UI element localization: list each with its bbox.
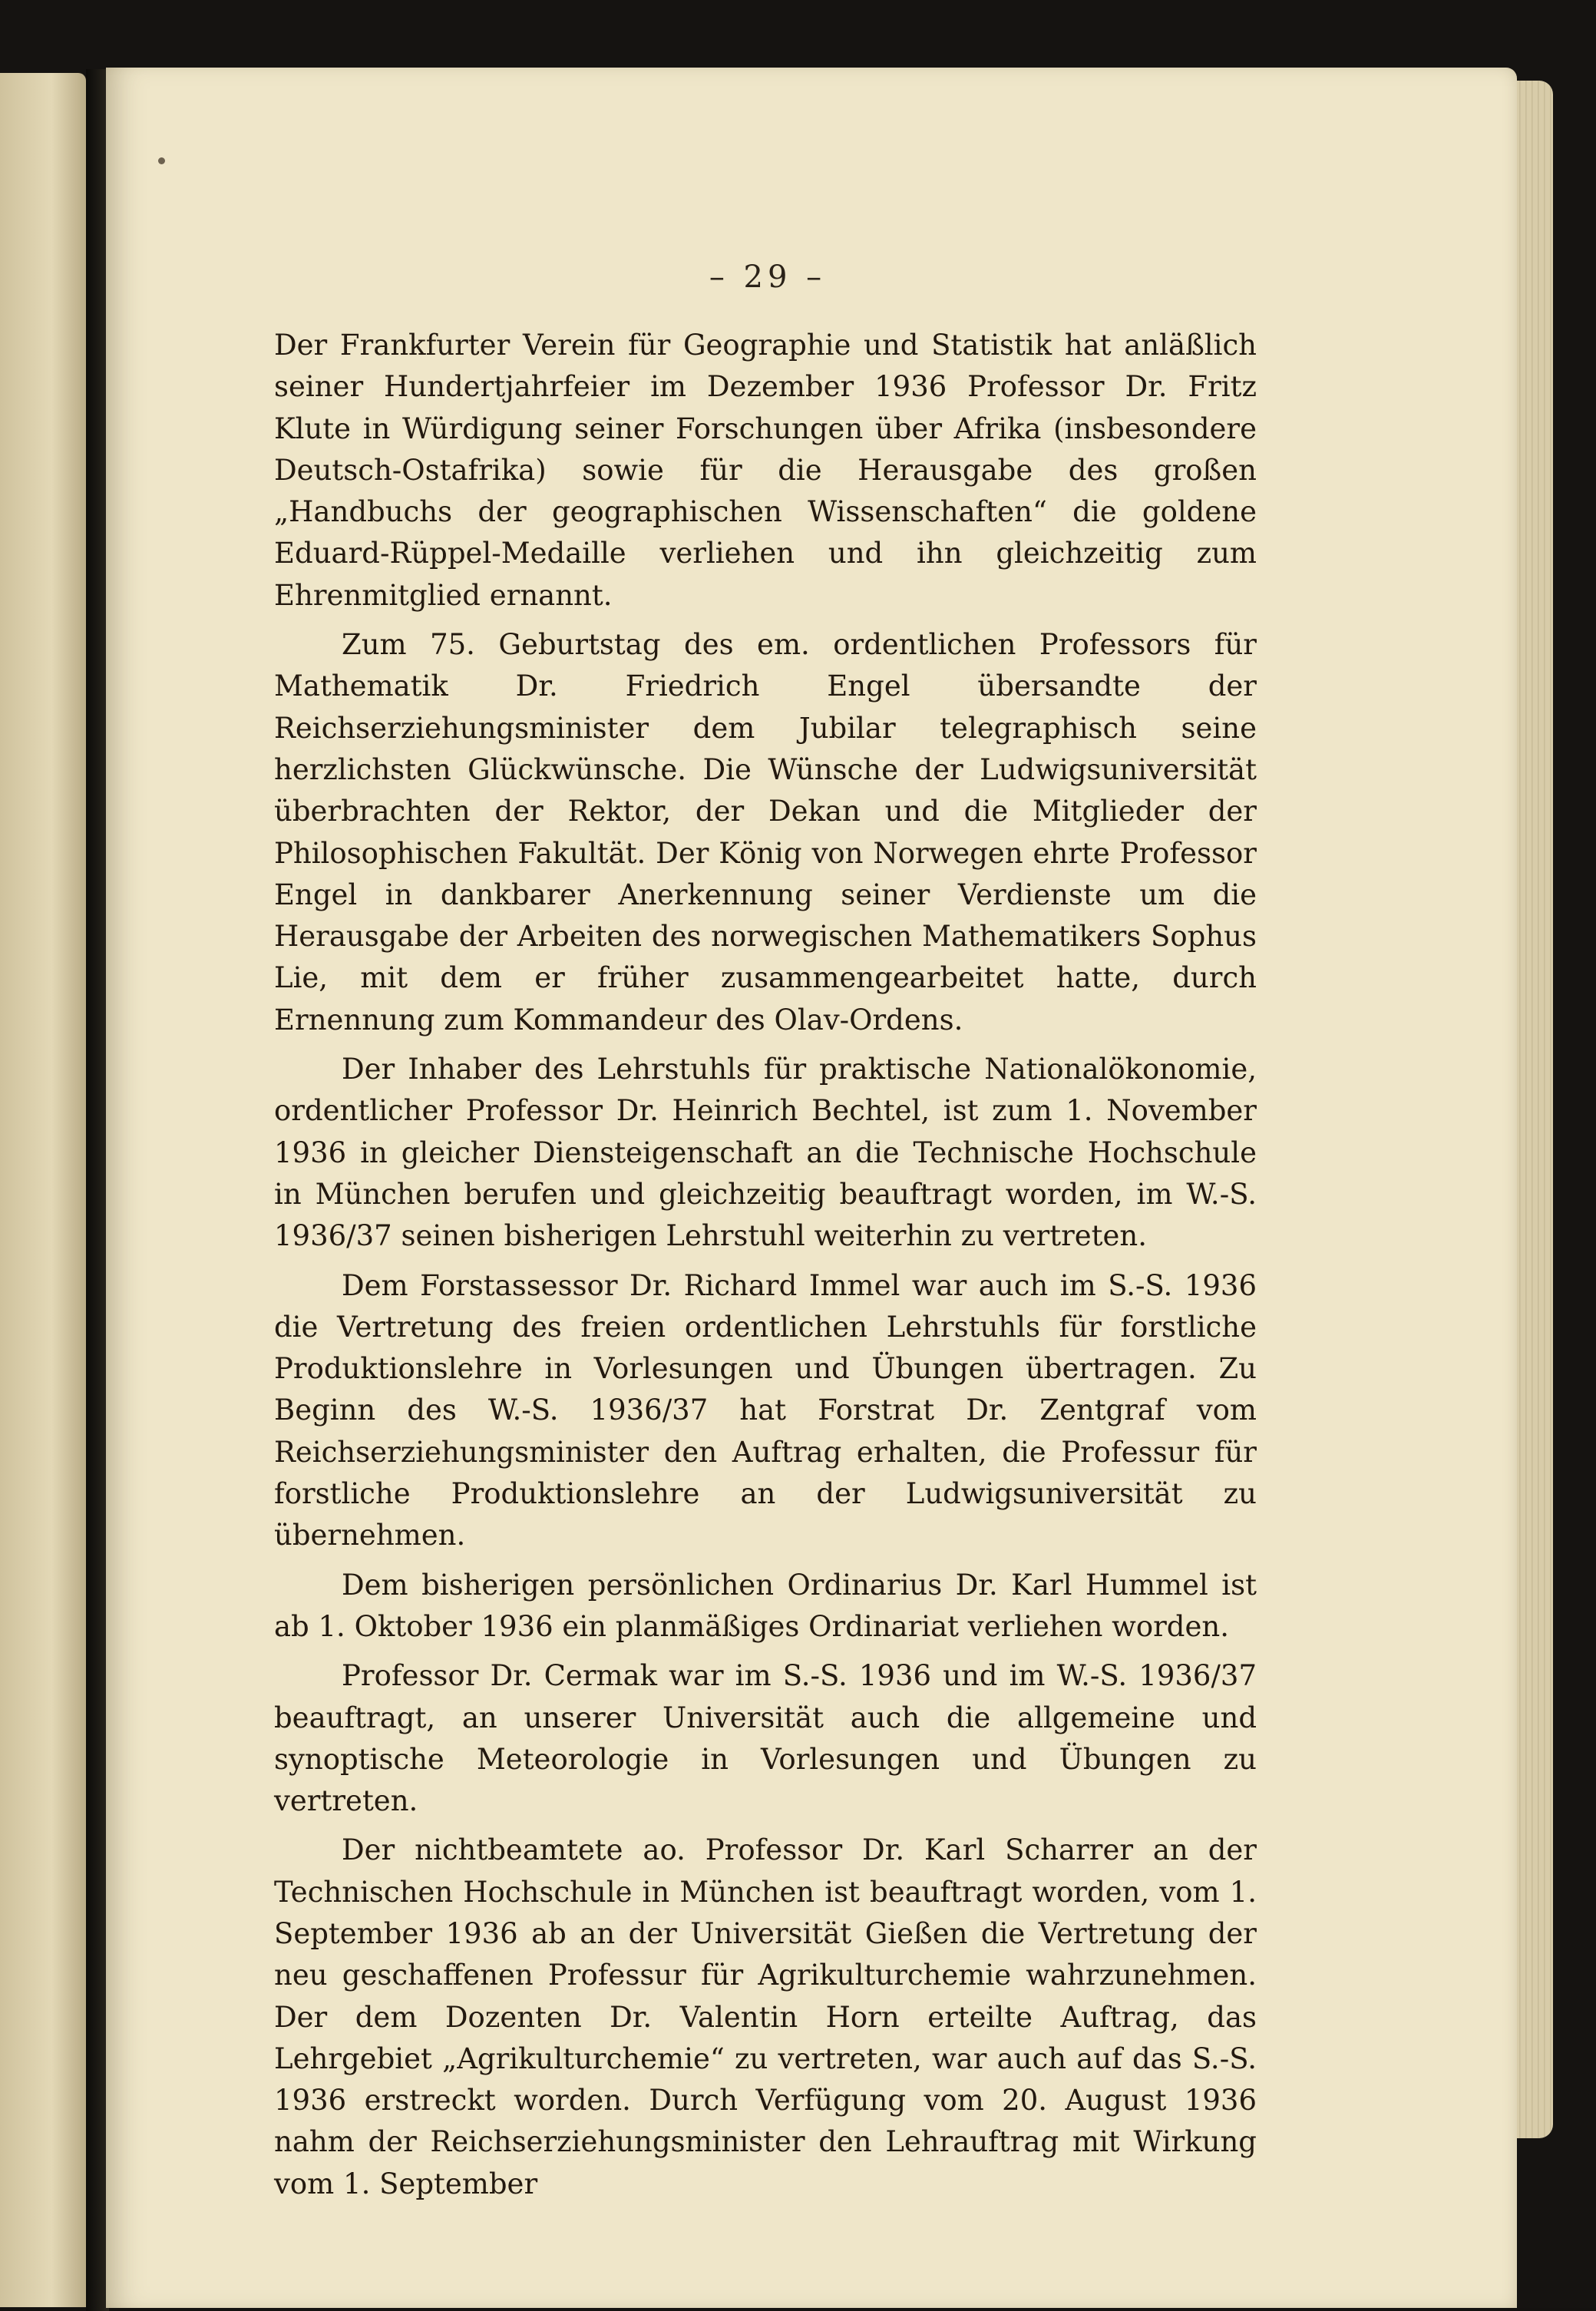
paragraph-hummel: Dem bisherigen persönlichen Ordinarius Dr. Karl Hummel ist ab 1. Oktober 1936 ein planmäßiges Ordinariat verliehen worden. <box>274 1568 1257 1643</box>
paragraph-cermak: Professor Dr. Cermak war im S.-S. 1936 und im W.-S. 1936/37 beauftragt, an unserer Universität auch die allgemeine und synoptische Meteorologie in Vorlesungen und Übungen zu vertreten. <box>274 1659 1257 1818</box>
ink-spot <box>158 157 165 164</box>
paragraph-bechtel: Der Inhaber des Lehrstuhls für praktische Nationalökonomie, ordentlicher Professor Dr. Heinrich Bechtel, ist zum 1. November 1936 in gleicher Diensteigenschaft an die Technische Hochschule in München berufen und gleichzeitig beauftragt worden, im W.-S. 1936/37 seinen bisherigen Lehrstuhl weiterhin zu vertreten. <box>274 1053 1257 1253</box>
paragraph-engel: Zum 75. Geburtstag des em. ordentlichen Professors für Mathematik Dr. Friedrich Engel übersandte der Reichserziehungsminister dem Jubilar telegraphisch seine herzlichsten Glückwünsche. Die Wünsche der Ludwigsuniversität überbrachten der Rektor, der Dekan und die Mitglieder der Philosophischen Fakultät. Der König von Norwegen ehrte Professor Engel in dankbarer Anerkennung seiner Verdienste um die Herausgabe der Arbeiten des norwegischen Mathematikers Sophus Lie, mit dem er früher zusammengearbeitet hatte, durch Ernennung zum Kommandeur des Olav-Ordens. <box>274 628 1257 1036</box>
paragraph-klute: Der Frankfurter Verein für Geographie und Statistik hat anläßlich seiner Hundertjahrfeier im Dezember 1936 Professor Dr. Fritz Klute in Würdigung seiner Forschungen über Afrika (insbesondere Deutsch-Ostafrika) sowie für die Herausgabe des großen „Handbuchs der geographischen Wissenschaften“ die goldene Eduard-Rüppel-Medaille verliehen und ihn gleichzeitig zum Ehrenmitglied ernannt. <box>274 329 1257 612</box>
paragraph-immel-zentgraf: Dem Forstassessor Dr. Richard Immel war auch im S.-S. 1936 die Vertretung des freien ordentlichen Lehrstuhls für forstliche Produktionslehre in Vorlesungen und Übungen übertragen. Zu Beginn des W.-S. 1936/37 hat Forstrat Dr. Zentgraf vom Reichserziehungsminister den Auftrag erhalten, die Professur für forstliche Produktionslehre an der Ludwigsuniversität zu übernehmen. <box>274 1268 1257 1552</box>
page-number: – 29 – <box>709 260 827 295</box>
previous-page-edge <box>0 73 86 2307</box>
body-text <box>274 325 1257 2213</box>
paragraph-scharrer-horn: Der nichtbeamtete ao. Professor Dr. Karl Scharrer an der Technischen Hochschule in München ist beauftragt worden, vom 1. September 1936 ab an der Universität Gießen die Vertretung der neu geschaffenen Professur für Agrikulturchemie wahrzunehmen. Der dem Dozenten Dr. Valentin Horn erteilte Auftrag, das Lehrgebiet „Agrikulturchemie“ zu vertreten, war auch auf das S.-S. 1936 erstreckt worden. Durch Verfügung vom 20. August 1936 nahm der Reichserziehungsminister den Lehrauftrag mit Wirkung vom 1. September <box>274 1833 1257 2200</box>
